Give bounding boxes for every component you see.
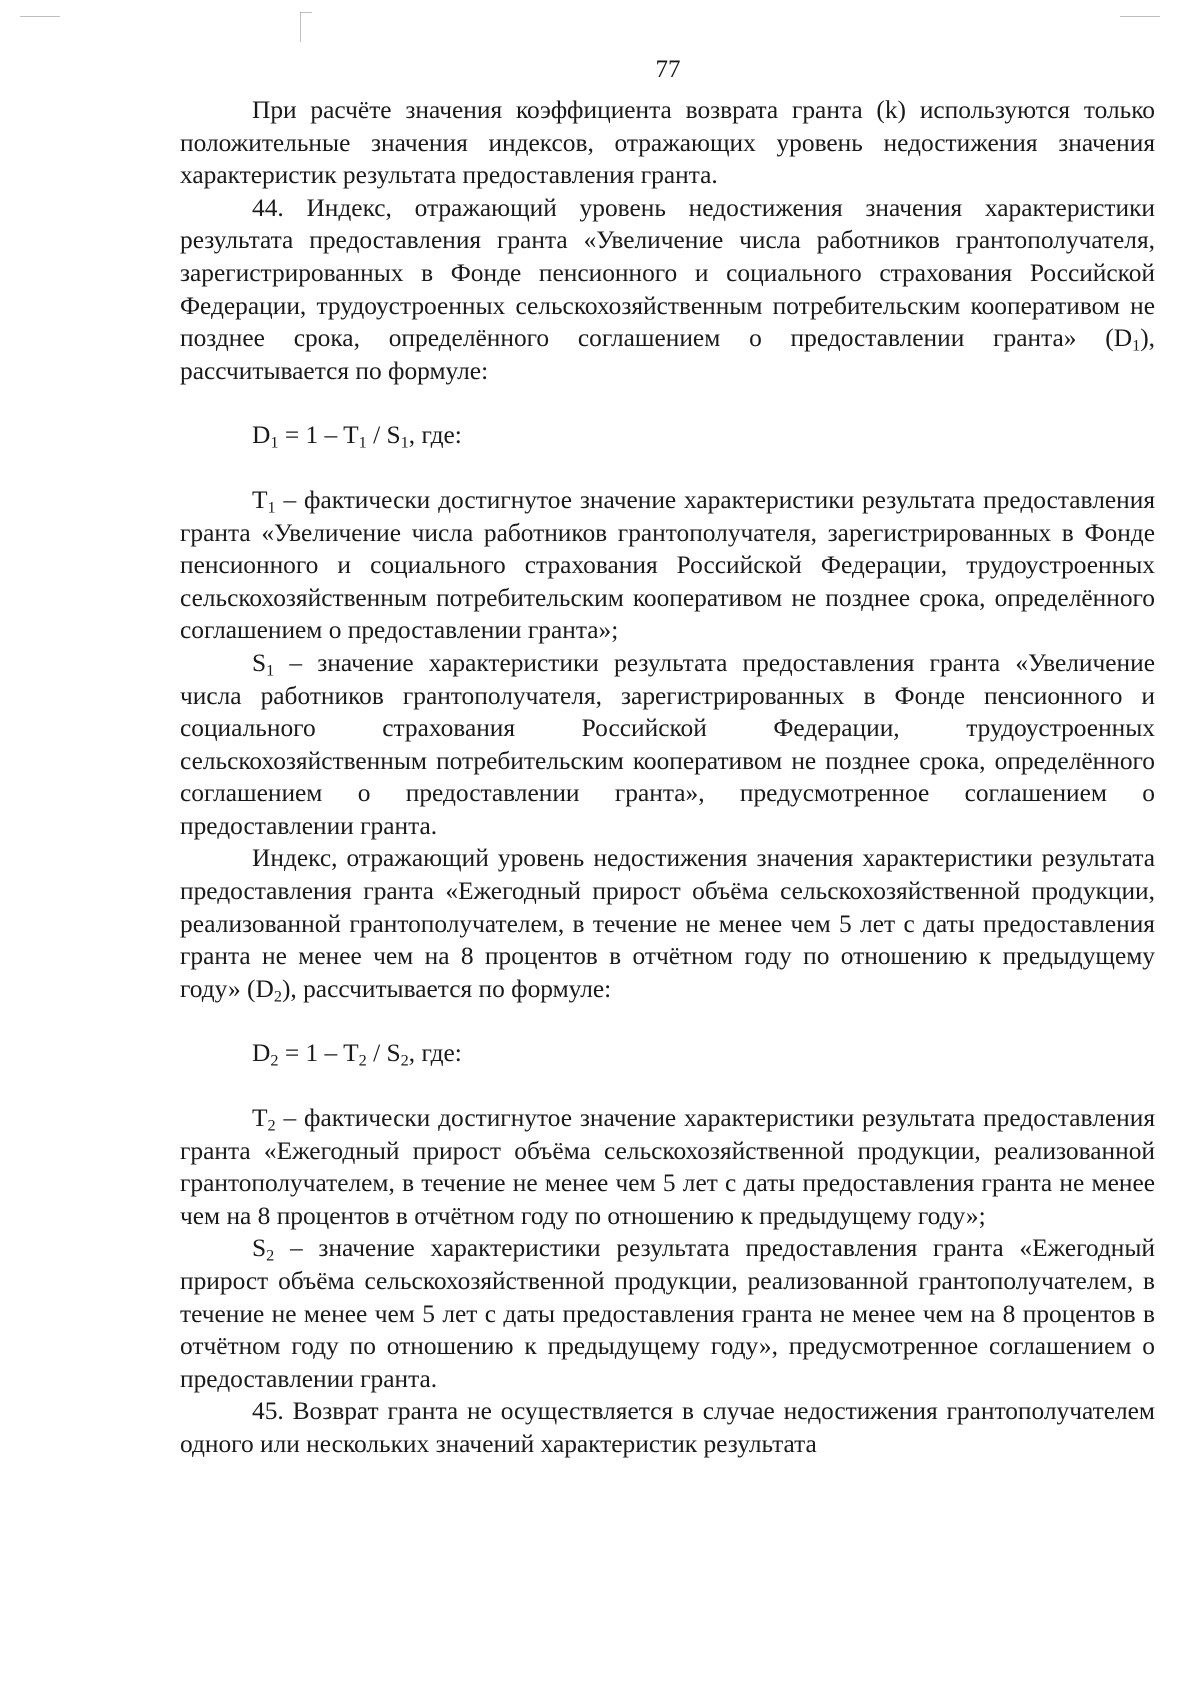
subscript: 2 xyxy=(270,1051,279,1070)
definition-text: – фактически достигнутое значение характеристики результата предоставления гранта «Ежегодный прирост объёма сельскохозяйственной продукции, реализованной грантополучателем, в течение не менее чем 5 лет с даты предоставления гранта не менее чем на 8 процентов в отчётном году по отношению к предыдущему году»; xyxy=(180,1104,1155,1230)
subscript: 1 xyxy=(266,661,275,680)
definition-t2 xyxy=(180,1102,1155,1232)
formula-text: D xyxy=(252,421,271,450)
scan-mark xyxy=(1120,16,1160,17)
subscript: 1 xyxy=(1132,336,1141,355)
definition-symbol: S xyxy=(252,1234,267,1263)
formula-text: / S xyxy=(366,421,401,450)
formula-text: D xyxy=(252,1039,271,1068)
definition-symbol: T xyxy=(252,1104,268,1133)
definition-text: – значение характеристики результата предоставления гранта «Увеличение числа работников грантополучателя, зарегистрированных в Фонде пенсионного и социального страхования Российской Федерации, трудоустроенных сельскохозяйственным потребительским кооперативом не позднее срока, определённого соглашением о предоставлении гранта», предусмотренное соглашением о предоставлении гранта. xyxy=(180,648,1155,840)
definition-text: – значение характеристики результата предоставления гранта «Ежегодный прирост объёма сельскохозяйственной продукции, реализованной грантополучателем, в течение не менее чем 5 лет с даты предоставления гранта не менее чем на 8 процентов в отчётном году по отношению к предыдущему году», предусмотренное соглашением о предоставлении гранта. xyxy=(180,1234,1155,1393)
subscript: 2 xyxy=(400,1051,409,1070)
definition-symbol: T xyxy=(252,485,268,514)
paragraph-45 xyxy=(180,1395,1155,1460)
paragraph-k-coefficient xyxy=(180,94,1155,192)
paragraph-text: При расчёте значения коэффициента возврата гранта (k) используются только положительные значения индексов, отражающих уровень недостижения значения характеристик результата предоставления гранта. xyxy=(180,96,1155,190)
definition-s2 xyxy=(180,1232,1155,1395)
definition-symbol: S xyxy=(252,648,267,677)
formula-d1 xyxy=(180,419,1155,452)
paragraph-text: Индекс, отражающий уровень недостижения значения характеристики результата предоставления гранта «Ежегодный прирост объёма сельскохозяйственной продукции, реализованной грантополучателем, в течение не менее чем 5 лет с даты предоставления гранта не менее чем на 8 процентов в отчётном году по отношению к предыдущему году» (D xyxy=(180,844,1155,1003)
paragraph-text: ), рассчитывается по формуле: xyxy=(180,324,1155,385)
subscript: 2 xyxy=(266,1246,275,1265)
page-number: 77 xyxy=(655,56,681,83)
definition-t1 xyxy=(180,484,1155,647)
subscript: 2 xyxy=(358,1051,367,1070)
formula-text: , где: xyxy=(408,1039,462,1068)
subscript: 1 xyxy=(267,498,276,517)
subscript: 1 xyxy=(358,433,367,452)
paragraph-text: 44. Индекс, отражающий уровень недостижения значения характеристики результата предоставления гранта «Увеличение числа работников грантополучателя, зарегистрированных в Фонде пенсионного и социального страхования Российской Федерации, трудоустроенных сельскохозяйственным потребительским кооперативом не позднее срока, определённого соглашением о предоставлении гранта» (D xyxy=(180,193,1155,353)
formula-text: = 1 – T xyxy=(278,1039,359,1068)
definition-text: – фактически достигнутое значение характеристики результата предоставления гранта «Увеличение числа работников грантополучателя, зарегистрированных в Фонде пенсионного и социального страхования Российской Федерации, трудоустроенных сельскохозяйственным потребительским кооперативом не позднее срока, определённого соглашением о предоставлении гранта»; xyxy=(180,485,1155,645)
definition-s1 xyxy=(180,647,1155,843)
paragraph-index-d2 xyxy=(180,842,1155,1005)
formula-text: , где: xyxy=(408,421,462,450)
document-body xyxy=(180,94,1155,1461)
scan-mark xyxy=(300,12,301,42)
scan-mark xyxy=(300,12,312,13)
formula-text: = 1 – T xyxy=(278,421,359,450)
formula-d2 xyxy=(180,1037,1155,1070)
subscript: 1 xyxy=(270,433,279,452)
subscript: 2 xyxy=(267,1116,276,1135)
paragraph-text: 45. Возврат гранта не осуществляется в случае недостижения грантополучателем одного или нескольких значений характеристик результата xyxy=(180,1397,1155,1458)
subscript: 2 xyxy=(273,987,282,1006)
scan-mark xyxy=(20,16,60,17)
paragraph-text: ), рассчитывается по формуле: xyxy=(281,974,612,1003)
formula-text: / S xyxy=(366,1039,401,1068)
paragraph-44 xyxy=(180,192,1155,388)
subscript: 1 xyxy=(400,433,409,452)
